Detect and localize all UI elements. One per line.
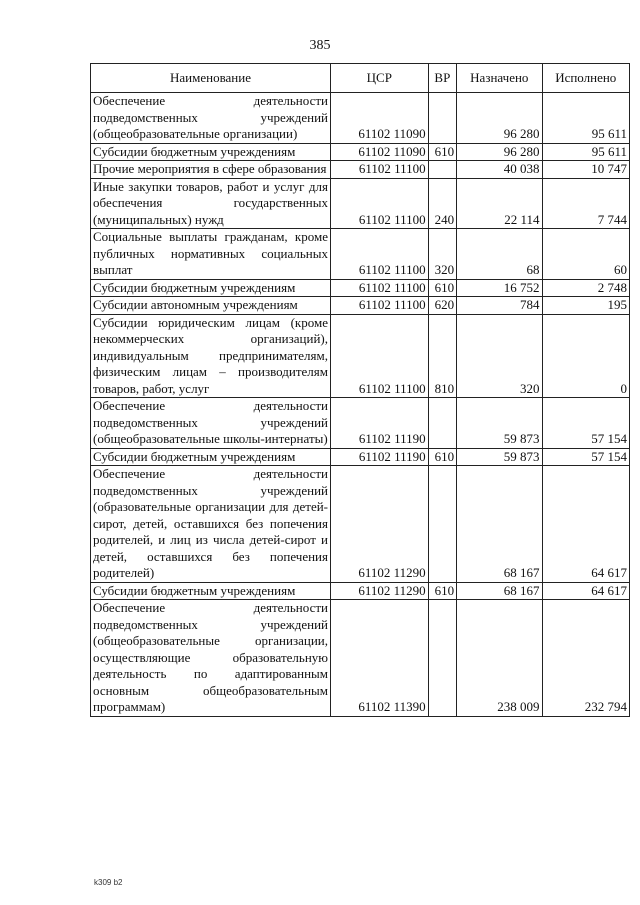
row-assigned: 59 873: [457, 448, 542, 466]
row-executed: 64 617: [542, 466, 629, 583]
row-assigned: 320: [457, 314, 542, 398]
row-vr: 810: [428, 314, 456, 398]
row-csr: 61102 11290: [331, 466, 429, 583]
page-number: 385: [309, 38, 331, 53]
row-executed: 7 744: [542, 178, 629, 229]
table-row: [91, 229, 630, 280]
row-assigned: 96 280: [457, 93, 542, 144]
row-executed: 2 748: [542, 279, 629, 297]
table-row: [91, 314, 630, 398]
row-executed: 195: [542, 297, 629, 315]
budget-table: [90, 63, 630, 717]
row-csr: 61102 11390: [331, 600, 429, 717]
row-assigned: 68: [457, 229, 542, 280]
row-name: Субсидии автономным учреждениям: [91, 297, 331, 315]
table-row: [91, 161, 630, 179]
row-assigned: 68 167: [457, 582, 542, 600]
row-name: Субсидии бюджетным учреждениям: [91, 582, 331, 600]
table-row: [91, 398, 630, 449]
row-vr: [428, 600, 456, 717]
table-row: [91, 466, 630, 583]
row-assigned: 40 038: [457, 161, 542, 179]
row-csr: 61102 11100: [331, 229, 429, 280]
row-name: Обеспечение деятельности подведомственных учреждений (общеобразовательные школы-интернаты): [91, 398, 331, 449]
row-vr: 240: [428, 178, 456, 229]
row-name: Прочие мероприятия в сфере образования: [91, 161, 331, 179]
row-vr: 320: [428, 229, 456, 280]
row-name: Субсидии юридическим лицам (кроме некоммерческих организаций), индивидуальным предпринимателям, физическим лицам – производителям товаров, работ, услуг: [91, 314, 331, 398]
header-csr: ЦСР: [331, 64, 429, 93]
row-csr: 61102 11100: [331, 161, 429, 179]
row-assigned: 68 167: [457, 466, 542, 583]
table-row: [91, 178, 630, 229]
row-executed: 95 611: [542, 143, 629, 161]
row-vr: [428, 93, 456, 144]
row-vr: 610: [428, 448, 456, 466]
row-vr: [428, 466, 456, 583]
row-vr: 610: [428, 143, 456, 161]
row-assigned: 16 752: [457, 279, 542, 297]
row-executed: 0: [542, 314, 629, 398]
row-vr: [428, 161, 456, 179]
row-vr: 620: [428, 297, 456, 315]
row-vr: 610: [428, 582, 456, 600]
row-name: Обеспечение деятельности подведомственных учреждений (общеобразовательные организации): [91, 93, 331, 144]
row-executed: 57 154: [542, 398, 629, 449]
table-row: [91, 279, 630, 297]
row-name: Иные закупки товаров, работ и услуг для обеспечения государственных (муниципальных) нужд: [91, 178, 331, 229]
row-csr: 61102 11090: [331, 143, 429, 161]
row-assigned: 59 873: [457, 398, 542, 449]
row-csr: 61102 11190: [331, 398, 429, 449]
row-csr: 61102 11100: [331, 178, 429, 229]
row-name: Субсидии бюджетным учреждениям: [91, 448, 331, 466]
row-csr: 61102 11190: [331, 448, 429, 466]
row-name: Социальные выплаты гражданам, кроме публичных нормативных социальных выплат: [91, 229, 331, 280]
row-name: Субсидии бюджетным учреждениям: [91, 279, 331, 297]
row-assigned: 96 280: [457, 143, 542, 161]
row-executed: 57 154: [542, 448, 629, 466]
table-row: [91, 582, 630, 600]
table-row: [91, 600, 630, 717]
row-assigned: 22 114: [457, 178, 542, 229]
row-executed: 95 611: [542, 93, 629, 144]
header-assigned: Назначено: [457, 64, 542, 93]
row-executed: 64 617: [542, 582, 629, 600]
row-name: Обеспечение деятельности подведомственных учреждений (общеобразовательные организации, осуществляющие образовательную деятельность по адаптированным основным общеобразовательным программам): [91, 600, 331, 717]
row-vr: 610: [428, 279, 456, 297]
row-executed: 10 747: [542, 161, 629, 179]
row-assigned: 238 009: [457, 600, 542, 717]
row-executed: 232 794: [542, 600, 629, 717]
row-csr: 61102 11100: [331, 314, 429, 398]
row-vr: [428, 398, 456, 449]
row-name: Субсидии бюджетным учреждениям: [91, 143, 331, 161]
table-header-row: [91, 64, 630, 93]
row-assigned: 784: [457, 297, 542, 315]
table-row: [91, 143, 630, 161]
row-csr: 61102 11090: [331, 93, 429, 144]
header-name: Наименование: [91, 64, 331, 93]
footer-document-code: k309 b2: [94, 878, 123, 887]
row-name: Обеспечение деятельности подведомственных учреждений (образовательные организации для детей-сирот, детей, оставшихся без попечения родителей, и лиц из числа детей-сирот и детей, оставшихся без попечения родителей): [91, 466, 331, 583]
table-row: [91, 93, 630, 144]
row-csr: 61102 11100: [331, 297, 429, 315]
header-executed: Исполнено: [542, 64, 629, 93]
table-row: [91, 448, 630, 466]
header-vr: ВР: [428, 64, 456, 93]
row-csr: 61102 11290: [331, 582, 429, 600]
row-executed: 60: [542, 229, 629, 280]
table-row: [91, 297, 630, 315]
row-csr: 61102 11100: [331, 279, 429, 297]
